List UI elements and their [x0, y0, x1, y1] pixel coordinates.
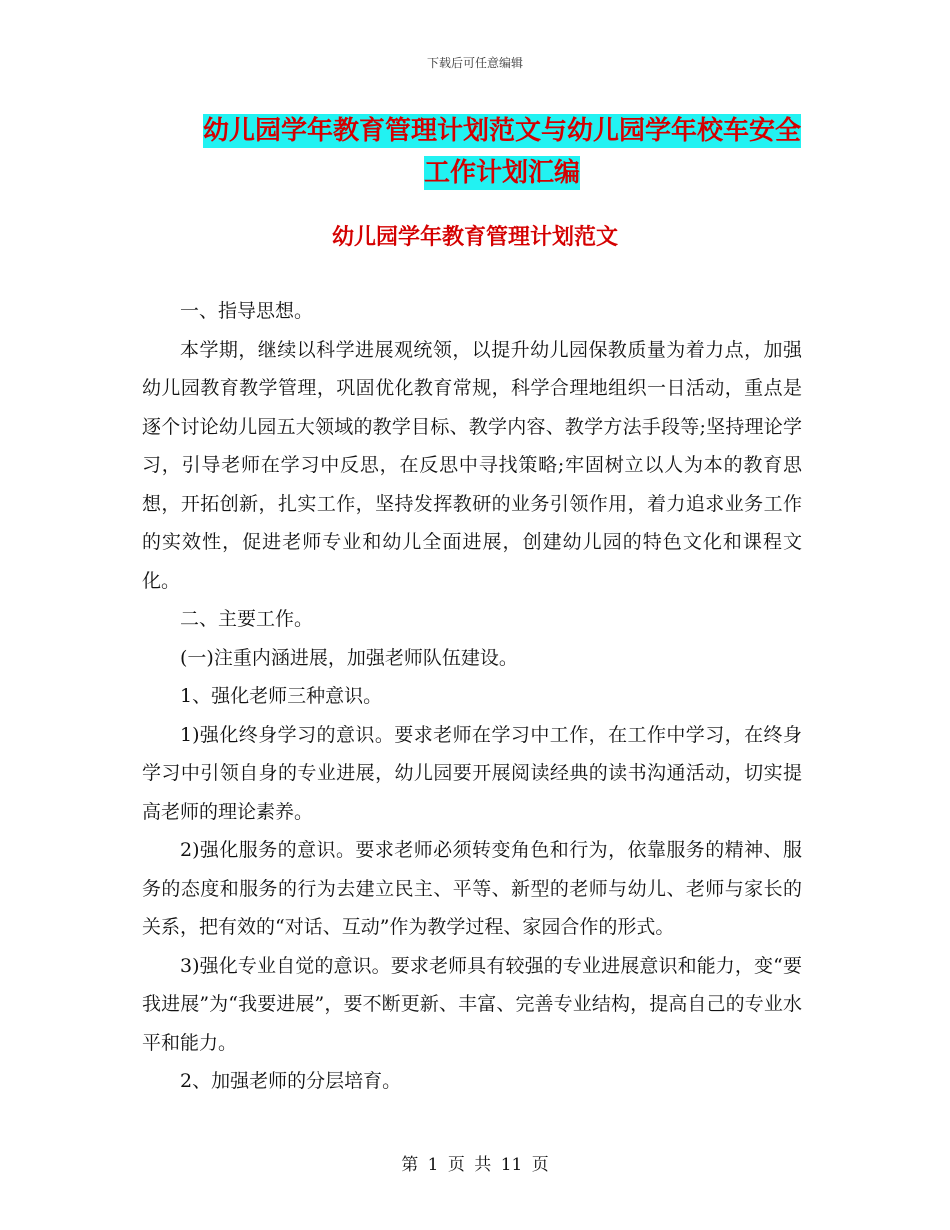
paragraph: 本学期，继续以科学进展观统领，以提升幼儿园保教质量为着力点，加强幼儿园教育教学管理，巩固优化教育常规，科学合理地组织一日活动，重点是逐个讨论幼儿园五大领域的教学目标、教学内容、教学方法手段等;坚持理论学习，引导老师在学习中反思，在反思中寻找策略;牢固树立以人为本的教育思想，开拓创新，扎实工作，坚持发挥教研的业务引领作用，着力追求业务工作的实效性，促进老师专业和幼儿全面进展，创建幼儿园的特色文化和课程文化。	[142, 338, 802, 592]
paragraph: 1)强化终身学习的意识。要求老师在学习中工作，在工作中学习，在终身学习中引领自身的专业进展，幼儿园要开展阅读经典的读书沟通活动，切实提高老师的理论素养。	[142, 723, 802, 823]
paragraph: 一、指导思想。	[180, 300, 314, 322]
paragraph: 3)强化专业自觉的意识。要求老师具有较强的专业进展意识和能力，变“要我进展”为“我要进展”，要不断更新、丰富、完善专业结构，提高自己的专业水平和能力。	[142, 954, 802, 1054]
paragraph: 2、加强老师的分层培育。	[180, 1070, 402, 1092]
header-note: 下载后可任意编辑	[426, 56, 523, 70]
page-footer: 第 1 页 共 11 页	[401, 1155, 549, 1175]
section-title: 幼儿园学年教育管理计划范文	[331, 224, 618, 250]
document-title-text: 幼儿园学年教育管理计划范文与幼儿园学年校车安全工作计划汇编	[202, 116, 801, 188]
paragraph: (一)注重内涵进展，加强老师队伍建设。	[180, 646, 518, 669]
document-title	[192, 110, 812, 194]
paragraph: 2)强化服务的意识。要求老师必须转变角色和行为，依靠服务的精神、服务的态度和服务的行为去建立民主、平等、新型的老师与幼儿、老师与家长的关系，把有效的“对话、互动”作为教学过程、家园合作的形式。	[142, 839, 802, 938]
paragraph: 1、强化老师三种意识。	[180, 685, 383, 707]
paragraph: 二、主要工作。	[180, 608, 314, 630]
document-body	[142, 292, 802, 1101]
